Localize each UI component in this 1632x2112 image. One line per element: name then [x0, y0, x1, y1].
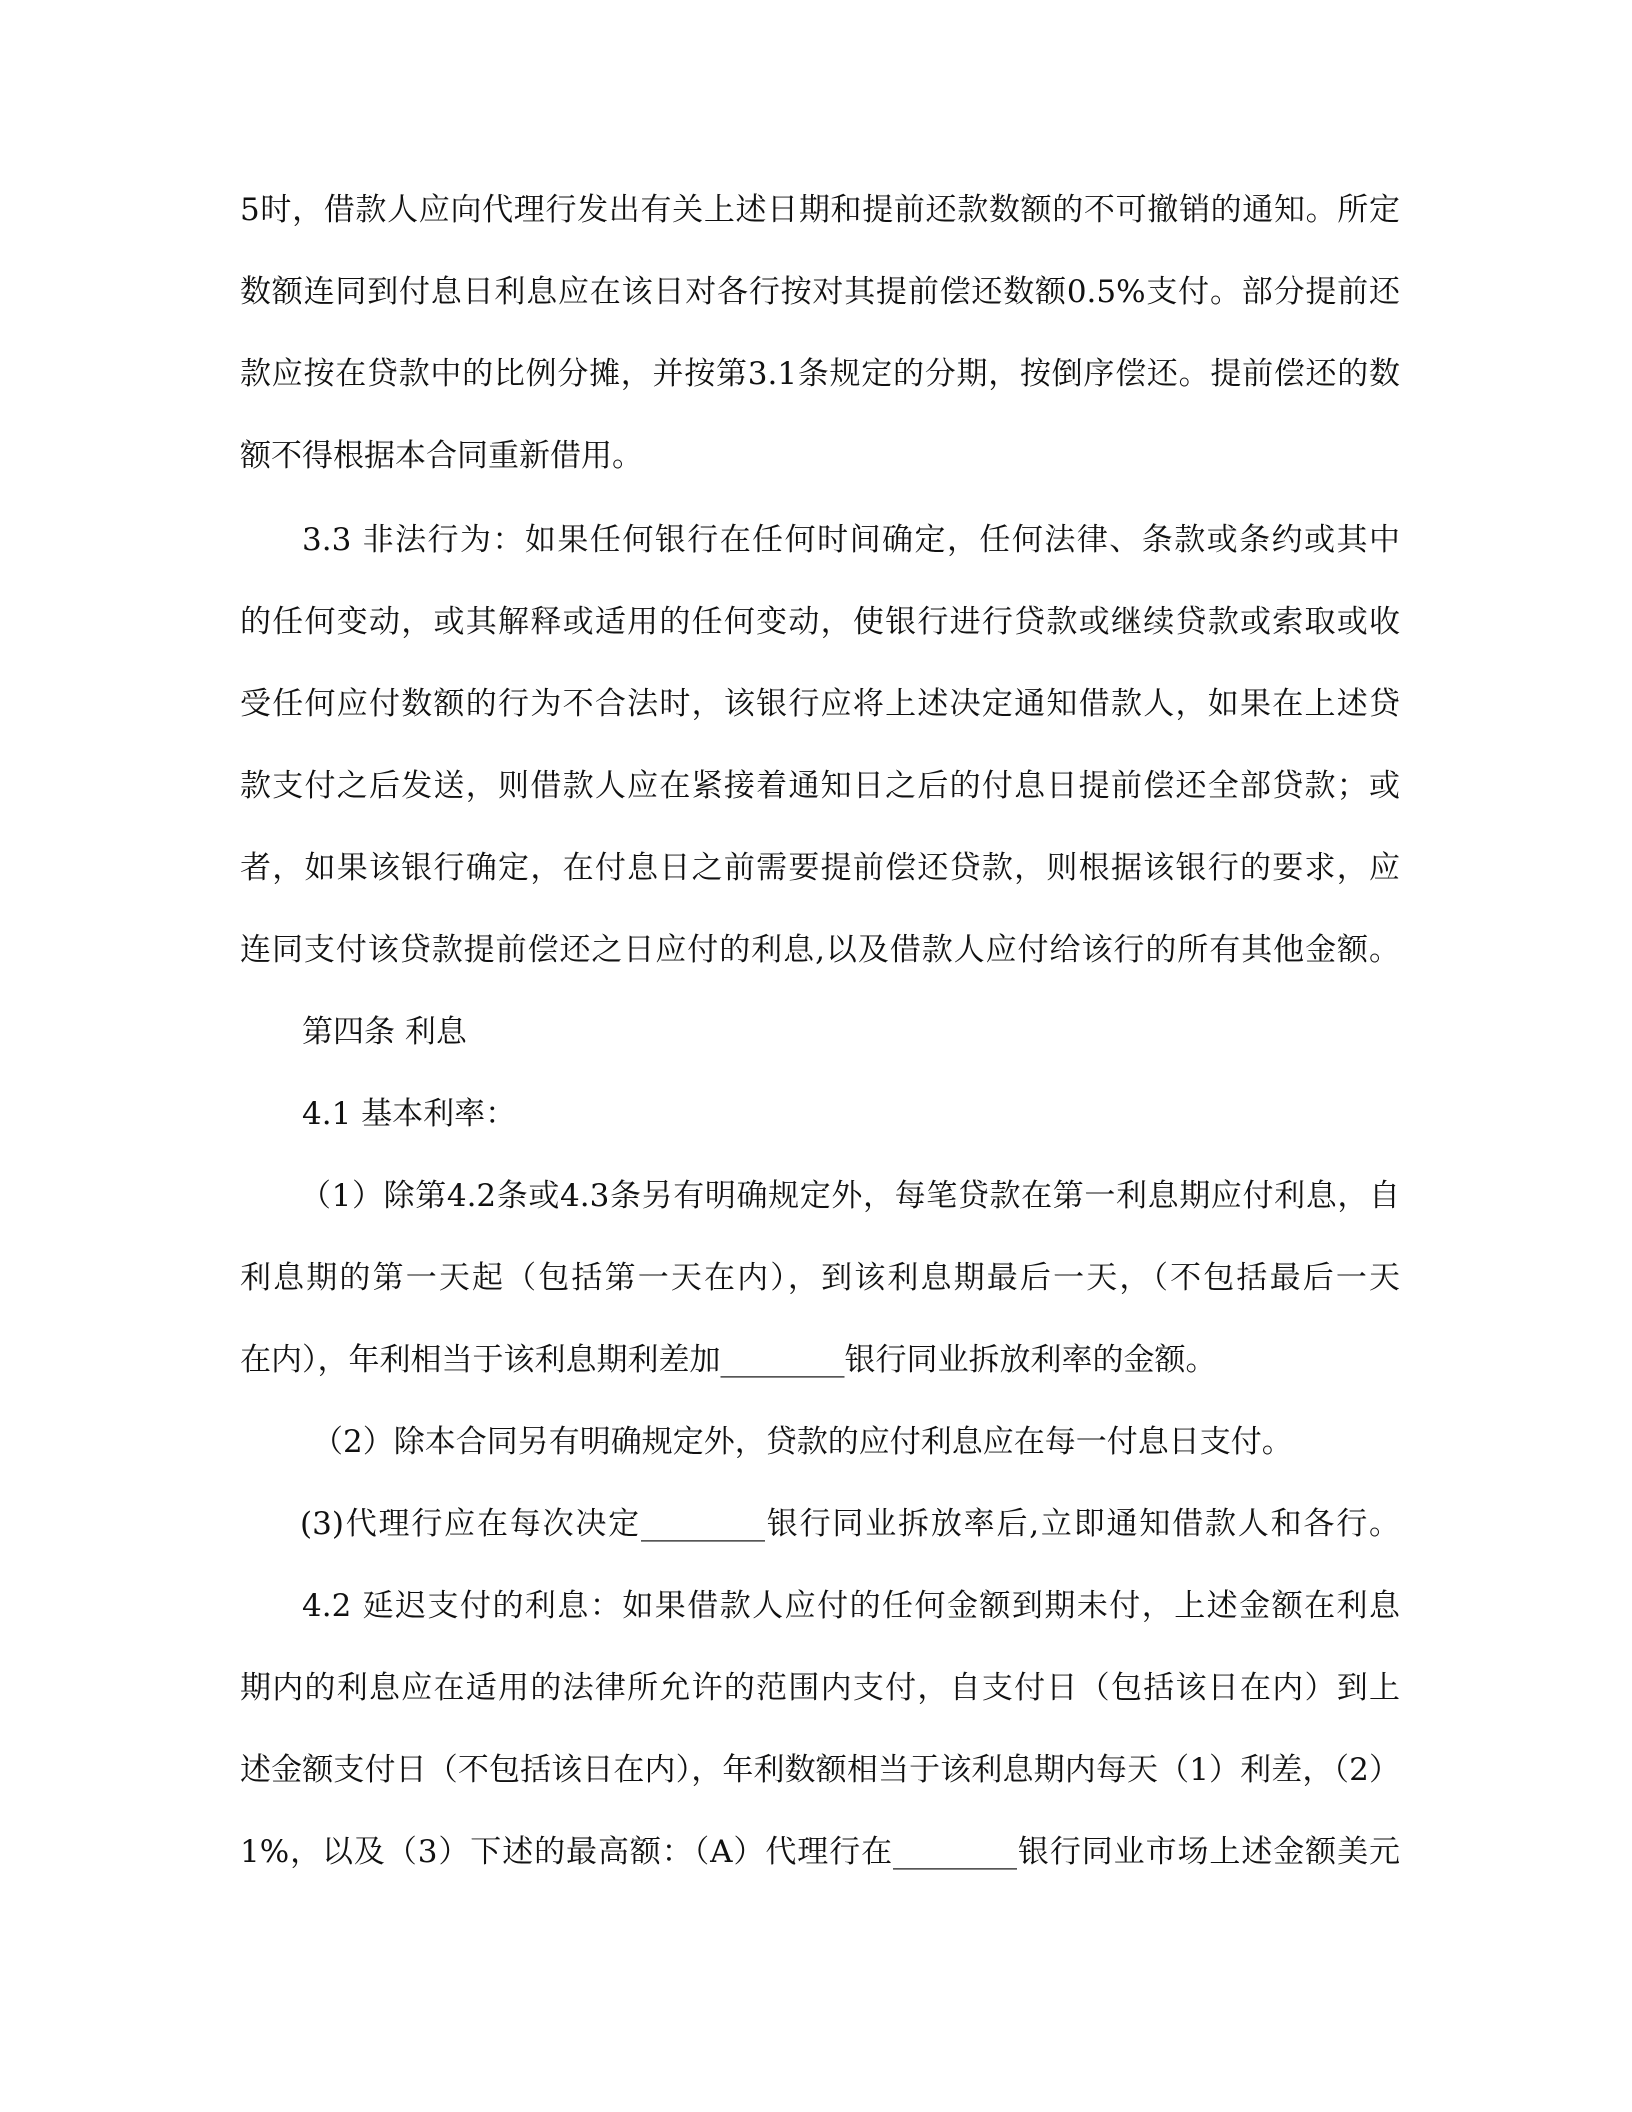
paragraph-line-16: （2）除本合同另有明确规定外，贷款的应付利息应在每一付息日支付。	[312, 1424, 1293, 1460]
subsection-heading-4-1: 4.1 基本利率：	[302, 1096, 517, 1132]
paragraph-line-7: 受任何应付数额的行为不合法时，该银行应将上述决定通知借款人，如果在上述贷	[240, 686, 1400, 722]
paragraph-line-20: 述金额支付日（不包括该日在内），年利数额相当于该利息期内每天（1）利差，（2）	[240, 1752, 1400, 1788]
paragraph-line-6: 的任何变动，或其解释或适用的任何变动，使银行进行贷款或继续贷款或索取或收	[240, 604, 1400, 640]
paragraph-line-3: 款应按在贷款中的比例分摊，并按第3.1条规定的分期，按倒序偿还。提前偿还的数	[240, 356, 1400, 392]
paragraph-line-10: 连同支付该贷款提前偿还之日应付的利息,以及借款人应付给该行的所有其他金额。	[240, 932, 1400, 968]
paragraph-line-1: 5时，借款人应向代理行发出有关上述日期和提前还款数额的不可撤销的通知。所定	[240, 192, 1400, 228]
paragraph-line-18: 4.2 延迟支付的利息：如果借款人应付的任何金额到期未付，上述金额在利息	[302, 1588, 1400, 1624]
paragraph-line-2: 数额连同到付息日利息应在该日对各行按对其提前偿还数额0.5%支付。部分提前还	[240, 274, 1400, 310]
paragraph-line-19: 期内的利息应在适用的法律所允许的范围内支付，自支付日（包括该日在内）到上	[240, 1670, 1400, 1706]
paragraph-line-8: 款支付之后发送，则借款人应在紧接着通知日之后的付息日提前偿还全部贷款；或	[240, 768, 1400, 804]
paragraph-line-21: 1%，以及（3）下述的最高额：（A）代理行在________银行同业市场上述金额美元	[240, 1834, 1400, 1870]
paragraph-line-5: 3.3 非法行为：如果任何银行在任何时间确定，任何法律、条款或条约或其中	[302, 522, 1400, 558]
paragraph-line-15: 在内），年利相当于该利息期利差加________银行同业拆放利率的金额。	[240, 1342, 1217, 1378]
section-heading-article-4: 第四条 利息	[302, 1014, 467, 1050]
paragraph-line-17: (3)代理行应在每次决定________银行同业拆放率后,立即通知借款人和各行。	[300, 1506, 1400, 1542]
paragraph-line-4: 额不得根据本合同重新借用。	[240, 438, 643, 474]
paragraph-line-13: （1）除第4.2条或4.3条另有明确规定外，每笔贷款在第一利息期应付利息，自	[300, 1178, 1400, 1214]
paragraph-line-14: 利息期的第一天起（包括第一天在内），到该利息期最后一天，（不包括最后一天	[240, 1260, 1400, 1296]
paragraph-line-9: 者，如果该银行确定，在付息日之前需要提前偿还贷款，则根据该银行的要求，应	[240, 850, 1400, 886]
